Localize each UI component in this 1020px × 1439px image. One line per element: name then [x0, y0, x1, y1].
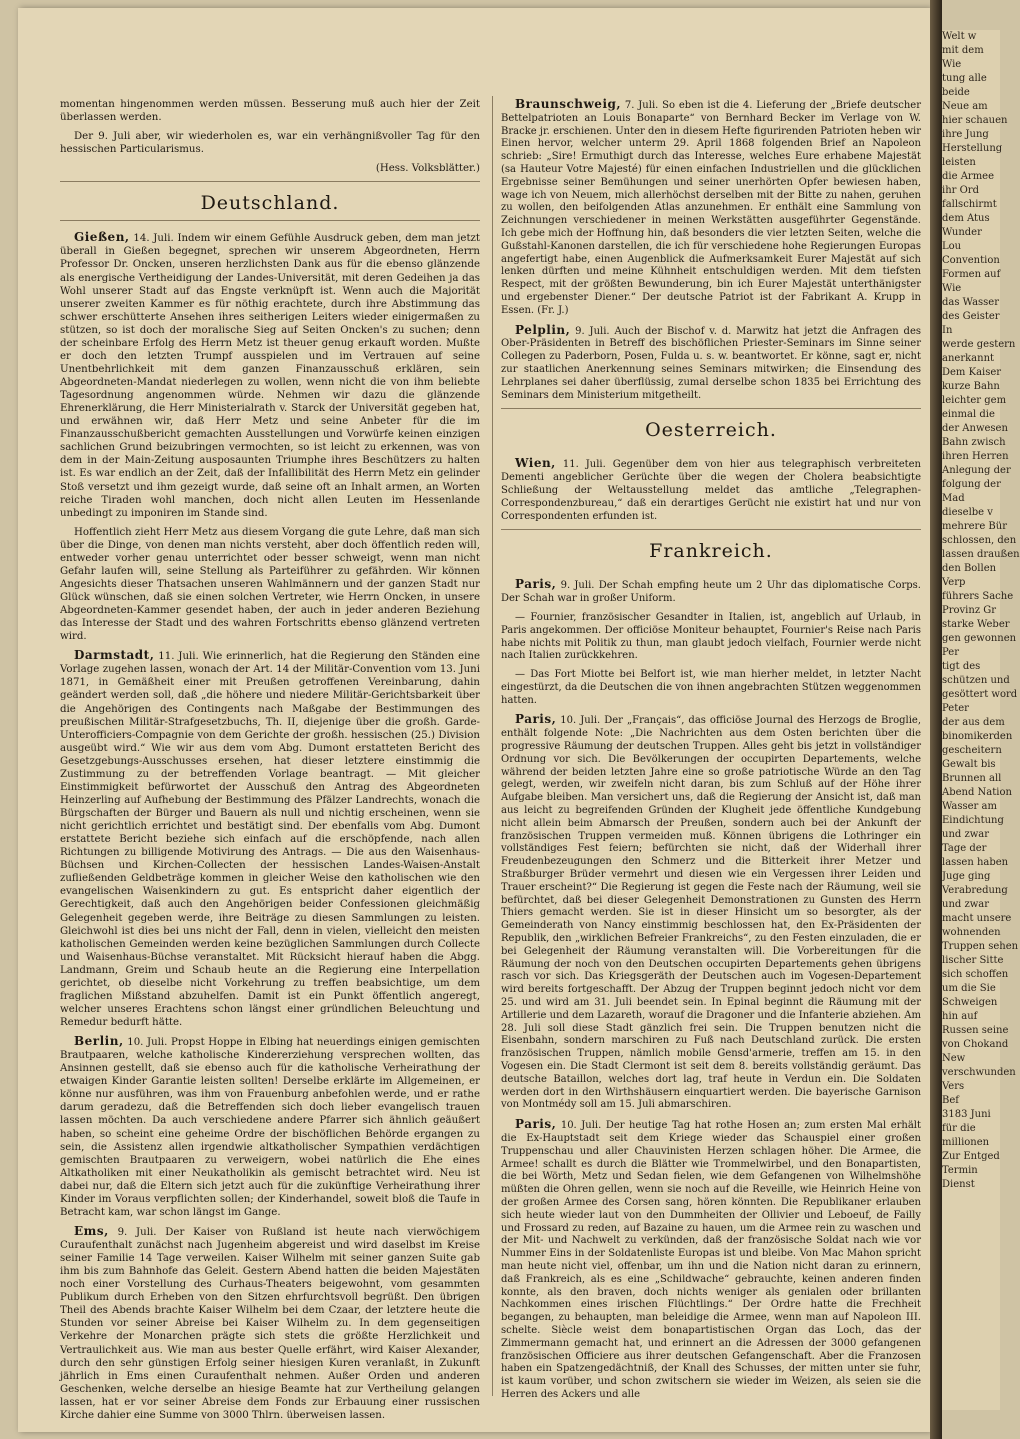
separator-rule	[501, 408, 921, 409]
adjacent-page-fragment: sich schoffen	[942, 969, 1009, 980]
article	[501, 98, 921, 318]
article-text: — Fournier, französischer Gesandter in Italien, ist, angeblich auf Urlaub, in Paris angekommen. Der officiöse Moniteur behauptet, Fournier's Reise nach Paris habe nichts mit Politik zu thun, man glaubt jedoch vielfach, Fournier werde nicht nach Italien zurückkehren.	[501, 611, 921, 662]
article	[501, 324, 921, 403]
article-date: 9. Juli.	[575, 325, 610, 337]
adjacent-page-fragment: des Geister	[942, 311, 1000, 322]
adjacent-page-fragment: dem Atus	[942, 213, 990, 224]
article	[501, 578, 921, 606]
adjacent-page-fragment: und zwar	[942, 829, 990, 840]
right-article-list-top	[501, 98, 921, 402]
adjacent-page-fragment: hin auf	[942, 1011, 978, 1022]
adjacent-page-fragment: Eindichtung	[942, 815, 1004, 826]
adjacent-page-fragment: gescheitern	[942, 745, 1002, 756]
adjacent-page-fragment: und zwar	[942, 899, 990, 910]
section-title-deutschland: Deutschland.	[60, 192, 480, 221]
adjacent-page-fragment: ihre Jung	[942, 129, 989, 140]
adjacent-page-fragment: gen gewonnen	[942, 633, 1017, 644]
article	[60, 1225, 480, 1422]
section-title-frankreich: Frankreich.	[649, 540, 773, 563]
adjacent-page-fragment: hier schauen	[942, 115, 1008, 126]
adjacent-page-fragment: Truppen sehen	[942, 941, 1019, 952]
adjacent-page-fragment: mit dem	[942, 45, 984, 56]
adjacent-page-fragment: verschwunden	[942, 1067, 1016, 1078]
source-citation: (Hess. Volksblätter.)	[375, 163, 480, 175]
article	[501, 669, 921, 707]
adjacent-page-fragment: tung alle	[942, 73, 987, 84]
adjacent-page-fragment: Wie	[942, 59, 962, 70]
adjacent-page-fragment: Russen seine	[942, 1025, 1009, 1036]
right-column	[501, 98, 921, 1408]
adjacent-page-fragment: das Wasser	[942, 297, 1000, 308]
adjacent-page-fragment: Juge ging	[942, 871, 991, 882]
adjacent-page-fragment: macht unsere	[942, 913, 1012, 924]
adjacent-page-fragment: von Chokand	[942, 1039, 1009, 1050]
adjacent-page-fragment: ihren Herren	[942, 451, 1009, 462]
article-dateline: Paris,	[515, 577, 557, 592]
article	[60, 649, 480, 1029]
adjacent-page-fragment: Provinz Gr	[942, 605, 997, 616]
article-dateline: Paris,	[515, 712, 557, 727]
adjacent-page-fragment: folgung der	[942, 479, 1001, 490]
article-text: Propst Hoppe in Elbing hat neuerdings einigen gemischten Brautpaaren, welche katholische Kindererziehung versprechen wollten, das Ansinnen gestellt, daß sie ebenso auch für die katholische Verheirathung der etwaigen Kinder Garantie leisten sollten! Derselbe erklärte im Allgemeinen, er könne nur ausführen, was ihm von Frauenburg anbefohlen werde, und er rathe darum geradezu, daß die Betreffenden sich doch lieber evangelisch trauen lassen möchten. Da auch verschiedene andere Pfarrer sich ähnlich geäußert haben, so scheint eine geheime Ordre der bischöflichen Behörde ergangen zu sein, die Assistenz allen irgendwie altkatholischer Sympathien verdächtigen gemischten Brautpaaren zu verweigern, wobei natürlich die Ehe eines Altkatholiken mit einer Neukatholikin als gemischt betrachtet wird. Neu ist dabei nur, daß die Eltern sich jetzt auch für die zukünftige Verheirathung ihrer Kinder im Voraus verpflichten sollen; der Kinderhandel, soweit bloß die Taufe in Betracht kam, war schon längst im Gange.	[60, 1037, 480, 1218]
adjacent-page-fragment: schlossen, den	[942, 535, 1017, 546]
article-text: So eben ist die 4. Lieferung der „Briefe deutscher Bettelpatrioten an Louis Bonaparte“ von Bernhard Becker im Verlage von W. Bracke jr. erschienen. Unter den in diesem Hefte figurirenden Patrioten heben wir Einen hervor, welcher unterm 29. April 1868 folgenden Brief an Napoleon schrieb: „Sire! Ermuthigt durch das Interesse, welches Eure erhabene Majestät (sa Hauteur Votre Majesté) für einen einfachen Industriellen und die glücklichen Ergebnisse seiner Bemühungen und seiner unerhörten Opfer bewiesen haben, wage ich von Neuem, mich allerhöchst derselben mit der Bitte zu nahen, geruhen zu wollen, den beifolgenden Atlas anzunehmen. Er enthält eine Sammlung von Zeichnungen verschiedener in meinen Werkstätten ausgeführter Gegenstände. Ich gebe mich der Hoffnung hin, daß besonders die vier letzten Seiten, welche die Gußstahl-Kanonen darstellen, die ich für verschiedene hohe Regierungen Europas angefertigt habe, einen Augenblick die Aufmerksamkeit Eurer Majestät auf sich lenken dürften und meine Kühnheit entschuldigen werden. Mit dem tiefsten Respect, mit der größten Bewunderung, bin ich Eurer Majestät unterthänigster und ergebenster Diener.“ Der deutsche Patriot ist der Fabrikant A. Krupp in Essen. (Fr. J.)	[501, 100, 922, 316]
adjacent-page-fragment: Brunnen all	[942, 773, 1002, 784]
adjacent-page-fragment: für die	[942, 1123, 976, 1134]
section-title-oesterreich: Oesterreich.	[645, 419, 777, 442]
adjacent-page-fragment: dieselbe v	[942, 507, 993, 518]
article-dateline: Darmstadt,	[74, 648, 155, 663]
adjacent-page-fragment: lischer Sitte	[942, 955, 1004, 966]
article-text: Der heutige Tag hat rothe Hosen an; zum ersten Mal erhält die Ex-Hauptstadt seit dem Kriege wieder das Schauspiel einer großen Truppenschau und aller Chauvinisten Herzen schlagen höher. Die Armee, die Armee! schallt es durch die Blätter wie Trommelwirbel, und den Bonapartisten, die bei Wörth, Metz und Sedan fielen, wie dem Gefangenen von Wilhelmshöhe müßten die Ohren gellen, wenn sie noch auf die Reveille, wie Heinrich Heine von der großen Armee des Corsen sang, hören könnten. Die Republikaner erlauben sich heute wieder laut von den Dummheiten der Ollivier und Leboeuf, de Failly und Frossard zu reden, auf Bazaine zu hauen, um die Armee rein zu waschen und der Mit- und Nachwelt zu verkünden, daß der französische Soldat nach wie vor Nummer Eins in der Soldatenliste Europas ist und bleibe. Von Mac Mahon spricht man heute nicht viel, offenbar, um ihn und die Nation nicht daran zu erinnern, daß Frankreich, als es eine „Schildwache“ gebrauchte, keinen anderen finden konnte, als den braven, doch nichts weniger als genialen oder brillanten Nachkommen eines irischen Flüchtlings.“ Der Ordre hatte die Frechheit begangen, zu behaupten, man beleidige die Armee, wenn man auf Napoleon III. schelte. Siècle weist dem bonapartistischen Organ das Loch, das der Zimmermann gemacht hat, und erinnert an die Adressen der 3000 gefangenen französischen Officiere aus ihrer deutschen Gefangenschaft. Aber die Franzosen haben ein Spatzengedächtniß, der Knall des Schusses, der mitten unter sie fuhr, ist kaum vorüber, und schon zwitschern sie wieder im Weizen, als seien sie die Herren des Ackers und alle	[501, 1120, 922, 1400]
adjacent-page-fragment: Anlegung der	[942, 465, 1011, 476]
adjacent-page-fragment: lassen draußen	[942, 549, 1020, 560]
adjacent-page-fragment: Mad	[942, 493, 965, 504]
adjacent-page-fragment: 3183 Juni	[942, 1109, 991, 1120]
article	[501, 1118, 921, 1402]
article	[501, 713, 921, 1112]
book-gutter	[930, 0, 942, 1439]
adjacent-page-fragment: Bef	[942, 1095, 959, 1106]
article-date: 9. Juli.	[117, 1226, 157, 1238]
adjacent-page-fragment: Schweigen	[942, 997, 998, 1008]
article-date: 11. Juli.	[562, 459, 606, 471]
article	[60, 526, 480, 644]
separator-rule	[501, 529, 921, 530]
article-text: Der Schah empfing heute um 2 Uhr das diplomatische Corps. Der Schah war in großer Uniform.	[501, 580, 921, 605]
adjacent-page-fragment: Abend Nation	[942, 787, 1012, 798]
article-dateline: Braunschweig,	[515, 97, 622, 111]
adjacent-page-fragment: beide	[942, 87, 970, 98]
adjacent-page-fragment: Verp	[942, 577, 966, 588]
adjacent-page-fragment: leichter gem	[942, 395, 1007, 406]
adjacent-page-fragment: Per	[942, 647, 959, 658]
adjacent-page-fragment: starke Weber	[942, 619, 1010, 630]
adjacent-page-fragment: der aus dem	[942, 717, 1005, 728]
article-text: Auch der Bischof v. d. Marwitz hat jetzt die Anfragen des Ober-Präsidenten in Betreff des bischöflichen Priester-Seminars im Sinne seiner Collegen zu Paderborn, Posen, Fulda u. s. w. beantwortet. Er könne, sagt er, nicht zur staatlichen Anerkennung seines Seminars mitwirken; die Einsendung des Lehrplanes sei daher überflüssig, zumal derselbe schon 1835 bei Errichtung des Seminars dem Ministerium mitgetheilt.	[501, 325, 922, 401]
adjacent-page-fragment: kurze Bahn	[942, 381, 1000, 392]
article	[60, 231, 480, 519]
intro-paragraph: momentan hingenommen werden müssen. Besserung muß auch hier der Zeit überlassen werden.	[60, 99, 480, 124]
adjacent-page-fragment: leisten	[942, 157, 976, 168]
article-date: 10. Juli.	[560, 1120, 602, 1132]
adjacent-page-fragment: Gewalt bis	[942, 759, 996, 770]
adjacent-page-fragment: Wasser am	[942, 801, 997, 812]
adjacent-page-fragment: Welt w	[942, 31, 977, 42]
article-date: 11. Juli.	[158, 651, 199, 663]
right-article-list-oesterreich	[501, 457, 921, 523]
article-date: 9. Juli.	[560, 580, 595, 592]
adjacent-page-fragment: den Bollen	[942, 563, 997, 574]
article-dateline: Berlin,	[74, 1034, 124, 1049]
article	[501, 457, 921, 523]
article-text: Der Kaiser von Rußland ist heute nach vierwöchigem Curaufenthalt zunächst nach Jugenheim abgereist und wird daselbst im Kreise seiner Familie 14 Tage verweilen. Kaiser Wilhelm mit seiner ganzen Suite gab ihm bis zum Bahnhofe das Geleit. Gestern Abend hatten die beiden Majestäten noch einer Vorstellung des Curhaus-Theaters beigewohnt, vom gesammten Publikum durch Erheben von den Sitzen ehrfurchtsvoll begrüßt. Den übrigen Theil des Abends brachte Kaiser Wilhelm bei dem Czaar, der letztere heute die Stunden vor seiner Abreise bei Kaiser Wilhelm zu. In dem gegenseitigen Verkehre der Monarchen prägte sich stets die größte Herzlichkeit und Vertraulichkeit aus. Wie man aus bester Quelle erfährt, wird Kaiser Alexander, durch den sehr günstigen Erfolg seiner hiesigen Kuren veranlaßt, in Zukunft jährlich in Ems einen Curaufenthalt nehmen. Außer Orden und anderen Geschenken, welche derselbe an hiesige Beamte hat zur Vertheilung gelangen lassen, hat er vor seiner Abreise dem Fonds zur Erbauung einer russischen Kirche dahier eine Summe von 3000 Thlrn. überweisen lassen.	[60, 1226, 480, 1421]
adjacent-page-fragment: um die Sie	[942, 983, 996, 994]
adjacent-page-fragment: anerkannt	[942, 353, 995, 364]
article-date: 7. Juli.	[624, 100, 659, 111]
intro-paragraph: Der 9. Juli aber, wir wiederholen es, war ein verhängnißvoller Tag für den hessischen Particularismus.	[60, 131, 480, 156]
adjacent-page-fragment: Herstellung	[942, 143, 1003, 154]
adjacent-page-fragment: fallschirmt	[942, 199, 997, 210]
article-dateline: Pelplin,	[515, 322, 571, 337]
adjacent-page-fragment: wohnenden	[942, 927, 1001, 938]
adjacent-page-fragment: der Anwesen	[942, 423, 1008, 434]
adjacent-page-fragment: In	[942, 325, 953, 336]
article-dateline: Ems,	[74, 1223, 109, 1238]
adjacent-page-edge	[942, 30, 1020, 1410]
adjacent-page-fragment: Termin	[942, 1165, 978, 1176]
adjacent-page-fragment: Zur Entged	[942, 1151, 1000, 1162]
adjacent-page-fragment: lassen haben	[942, 857, 1009, 868]
adjacent-page-fragment: Neue am	[942, 101, 988, 112]
adjacent-page-fragment: Dem Kaiser	[942, 367, 1002, 378]
adjacent-page-fragment: tigt des	[942, 661, 981, 672]
column-divider	[492, 96, 493, 1396]
right-article-list-frankreich	[501, 578, 921, 1401]
article-date: 14. Juli.	[133, 233, 174, 245]
adjacent-page-fragment: schützen und	[942, 675, 1010, 686]
adjacent-page-fragment: die Armee	[942, 171, 995, 182]
article-text: Gegenüber dem von hier aus telegraphisch verbreiteten Dementi angeblicher Gerüchte über die wegen der Cholera beabsichtigte Schließung der Weltausstellung meldet das amtliche „Telegraphen-Correspondenzbureau,“ daß ein derartiges Gerücht nie existirt hat und nur von Correspondenten erfunden ist.	[501, 459, 921, 522]
adjacent-page-fragment: Convention	[942, 255, 1000, 266]
adjacent-page-fragment: führers Sache	[942, 591, 1014, 602]
article-text: — Das Fort Miotte bei Belfort ist, wie man hierher meldet, in letzter Nacht eingestürzt, da die Deutschen die von ihnen angebrachten Stützen weggenommen hatten.	[501, 669, 921, 706]
adjacent-page-fragment: einmal die	[942, 409, 995, 420]
adjacent-page-fragment: binomikerden	[942, 731, 1013, 742]
article	[501, 612, 921, 663]
adjacent-page-fragment: Bahn zwisch	[942, 437, 1006, 448]
adjacent-page-fragment: werde gestern	[942, 339, 1016, 350]
adjacent-page-fragment: Wie	[942, 283, 962, 294]
article-text: Indem wir einem Gefühle Ausdruck geben, dem man jetzt überall in Gießen begegnet, sprechen wir unserem Abgeordneten, Herrn Professor Dr. Oncken, unseren herzlichsten Dank aus für die ebenso glänzende als energische Vertheidigung der Landes-Universität, mit deren Gedeihen ja das Wohl unserer Stadt auf das Engste verknüpft ist. Wenn auch die Majorität unserer zweiten Kammer es für nöthig erachtete, durch ihre Abstimmung das schwer erschütterte Ansehen ihres seitherigen Leiters wieder einigermaßen zu stützen, so ist doch der moralische Sieg auf Seiten Oncken's zu suchen; denn der scheinbare Erfolg des Herrn Metz ist theuer genug erkauft worden. Mußte er doch den letzten Trumpf ausspielen und im Vertrauen auf seine Unentbehrlichkeit mit dem ganzen Finanzausschuß erklären, sein Abgeordneten-Mandat niederlegen zu wollen, wenn nicht die von ihm beliebte Tagesordnung angenommen würde. Nehmen wir dazu die glänzende Ehrenerklärung, die Herr Ministerialrath v. Starck der Universität gegeben hat, und erwähnen wir, daß Herr Metz und seine Anbeter für die im Finanzausschußbericht gemachten Ausstellungen und Vorwürfe keinen einzigen sachlichen Grund beizubringen vermochten, so ist leicht zu erkennen, was von dem in der Main-Zeitung ausposaunten Triumphe ihres Beschützers zu halten ist. Es war endlich an der Zeit, daß der Infallibilität des Herrn Metz ein gelinder Stoß versetzt und ihm gezeigt wurde, daß seine oft an Inhalt armen, an Worten reiche Tiraden wohl manchen, doch nicht allen Leuten im Hessenlande unbedingt zu imponiren im Stande sind.	[60, 233, 481, 519]
article	[60, 1035, 480, 1219]
adjacent-page-fragment: Wunder	[942, 227, 982, 238]
article-dateline: Wien,	[515, 456, 556, 471]
left-article-list	[60, 231, 480, 1422]
article-date: 10. Juli.	[127, 1037, 168, 1049]
adjacent-page-fragment: Verabredung	[942, 885, 1008, 896]
adjacent-page-fragment: Dienst	[942, 1179, 975, 1190]
separator-rule	[60, 181, 480, 182]
adjacent-page-fragment: Tage der	[942, 843, 987, 854]
article-dateline: Paris,	[515, 1117, 557, 1132]
left-column	[60, 98, 480, 1428]
adjacent-page-fragment: Lou	[942, 241, 962, 252]
adjacent-page-fragment: ihr Ord	[942, 185, 979, 196]
article-date: 10. Juli.	[560, 715, 601, 727]
adjacent-page-fragment: Formen auf	[942, 269, 1001, 280]
article-dateline: Gießen,	[74, 230, 130, 245]
newspaper-page	[18, 8, 930, 1432]
article-text: Der „Français“, das officiöse Journal des Herzogs de Broglie, enthält folgende Note: „Die Nachrichten aus dem Osten berichten über die progressive Räumung der deutschen Truppen. Alles geht bis jetzt in vollständiger Ordnung vor sich. Die Bevölkerungen der occupirten Departements, welche während der beiden letzten Jahre eine so große patriotische Würde an den Tag gelegt, werden, wir zweifeln nicht daran, bis zum Schluß auf der Höhe ihrer Aufgabe bleiben. Man versichert uns, daß die Regierung der Ansicht ist, daß man aus leicht zu begreifenden Gründen der Klugheit jede öffentliche Kundgebung nicht allein beim Abmarsch der Preußen, sondern auch bei der Ankunft der französischen Truppen vermeiden muß. Können übrigens die Lothringer ein vollständiges Fest feiern; befürchten sie nicht, daß der Widerhall ihrer Freudenbezeugungen den Schmerz und die Bitterkeit ihrer Metzer und Straßburger Brüder vermehrt und diesen wie ein Vergessen ihrer Leiden und Trauer erscheint?“ Die Regierung ist gegen die Feste nach der Räumung, weil sie befürchtet, daß bei dieser Gelegenheit Demonstrationen zu Gunsten des Herrn Thiers gemacht werden. Sie ist in dieser Hinsicht um so besorgter, als der Gemeinderath von Nancy einstimmig beschlossen hat, den Ex-Präsidenten der Republik, den „wirklichen Befreier Frankreichs“, zu den Festen einzuladen, die er bei Gelegenheit der Räumung veranstalten will. Die Vorbereitungen für die Räumung der noch von den Deutschen occupirten Departements gehen übrigens rasch vor sich. Das Kriegsgeräth der Deutschen auch im Vogesen-Departement wird bereits fortgeschafft. Der Abzug der Truppen beginnt jedoch nicht vor dem 25. und wird am 31. Juli beendet sein. In Epinal beginnt die Räumung mit der Artillerie und dem Lazareth, worauf die Dragoner und die Infanterie abziehen. Am 28. Juli soll diese Stadt gänzlich frei sein. Die Truppen benutzen nicht die Eisenbahn, sondern marschiren zu Fuß nach Deutschland zurück. Die ersten französischen Truppen, nämlich mobile Gensd'armerie, treffen am 15. in den Vogesen ein. Die Stadt Clermont ist seit dem 8. bereits vollständig geräumt. Das deutsche Bataillon, welches dort lag, traf heute in Verdun ein. Die Soldaten werden dort in den Wirthshäusern einquartiert werden. Die bayerische Garnison von Montmédy soll am 15. Juli abmarschiren.	[501, 715, 921, 1111]
article-text: Wie erinnerlich, hat die Regierung den Ständen eine Vorlage zugehen lassen, wonach der Art. 14 der Militär-Convention vom 13. Juni 1871, in Gemäßheit einer mit Preußen getroffenen Vereinbarung, dahin geändert werden soll, daß „die höhere und niedere Militär-Gerichtsbarkeit über die Angehörigen des Contingents nach Maßgabe der Bestimmungen des preußischen Militär-Strafgesetzbuchs, Th. II, diejenige über die großh. Garde-Unterofficiers-Compagnie von dem Gerichte der großh. hessischen (25.) Division ausgeübt wird.“ Wie wir aus dem vom Abg. Dumont erstatteten Bericht des Gesetzgebungs-Ausschusses ersehen, hat dieser letztere einstimmig die Zustimmung zu der betreffenden Vorlage beantragt. — Mit gleicher Einstimmigkeit befürwortet der Ausschuß den Antrag des Abgeordneten Heinzerling auf Aufhebung der Bestimmung des Pfälzer Landrechts, wonach die Bürgschaften der Bürger und Bauern als null und nichtig erscheinen, wenn sie nicht gerichtlich errichtet und bestätigt sind. Der ebenfalls vom Abg. Dumont erstattete Bericht beziehe sich einfach auf die erschöpfende, nach allen Richtungen zu billigende Motivirung des Antrags. — Die aus den Waisenhaus-Büchsen und Kirchen-Collecten der hessischen Landes-Waisen-Anstalt zufließenden Geldbeträge kommen in gleicher Weise den katholischen wie den evangelischen Waisenkindern zu gut. Es entspricht daher eigentlich der Gerechtigkeit, daß auch den Angehörigen beider Confessionen gleichmäßig Gelegenheit gegeben werde, ihre Beiträge zu diesen Sammlungen zu leisten. Gleichwohl ist dies bei uns nicht der Fall, denn in vielen, vielleicht den meisten katholischen Gemeinden werden keine bezüglichen Sammlungen durch Collecte und Waisenhaus-Büchse veranstaltet. Mit Rücksicht hierauf haben die Abgg. Landmann, Greim und Schaub heute an die Regierung eine Interpellation gerichtet, ob dieselbe nicht Vorkehrung zu treffen beabsichtige, um dem fraglichen Mißstand abzuhelfen. Damit ist ein Punkt öffentlich angeregt, welcher unseres Erachtens schon längst einer gründlichen Beleuchtung und Remedur bedurft hätte.	[60, 651, 480, 1028]
adjacent-page-fragment: New	[942, 1053, 966, 1064]
adjacent-page-fragment: gesöttert word	[942, 689, 1018, 700]
article-text: Hoffentlich zieht Herr Metz aus diesem Vorgang die gute Lehre, daß man sich über die Dinge, von denen man nichts versteht, aber doch öffentlich reden will, entweder vorher genau unterrichtet oder besser schweigt, wenn man nicht Gefahr laufen will, seine Stellung als Parteiführer zu gefährden. Wir können Angesichts dieser Thatsachen unseren Wahlmännern und der ganzen Stadt nur Glück wünschen, daß sie einen solchen Vertreter, wie Herrn Oncken, in unsere Abgeordneten-Kammer gesendet haben, der auch in jeder anderen Beziehung das Interesse der Stadt und des wahren Fortschritts ebenso glänzend vertreten wird.	[60, 526, 480, 643]
adjacent-page-fragment: millionen	[942, 1137, 990, 1148]
adjacent-page-fragment: mehrere Bür	[942, 521, 1007, 532]
adjacent-page-fragment: Peter	[942, 703, 969, 714]
adjacent-page-fragment: Vers	[942, 1081, 965, 1092]
